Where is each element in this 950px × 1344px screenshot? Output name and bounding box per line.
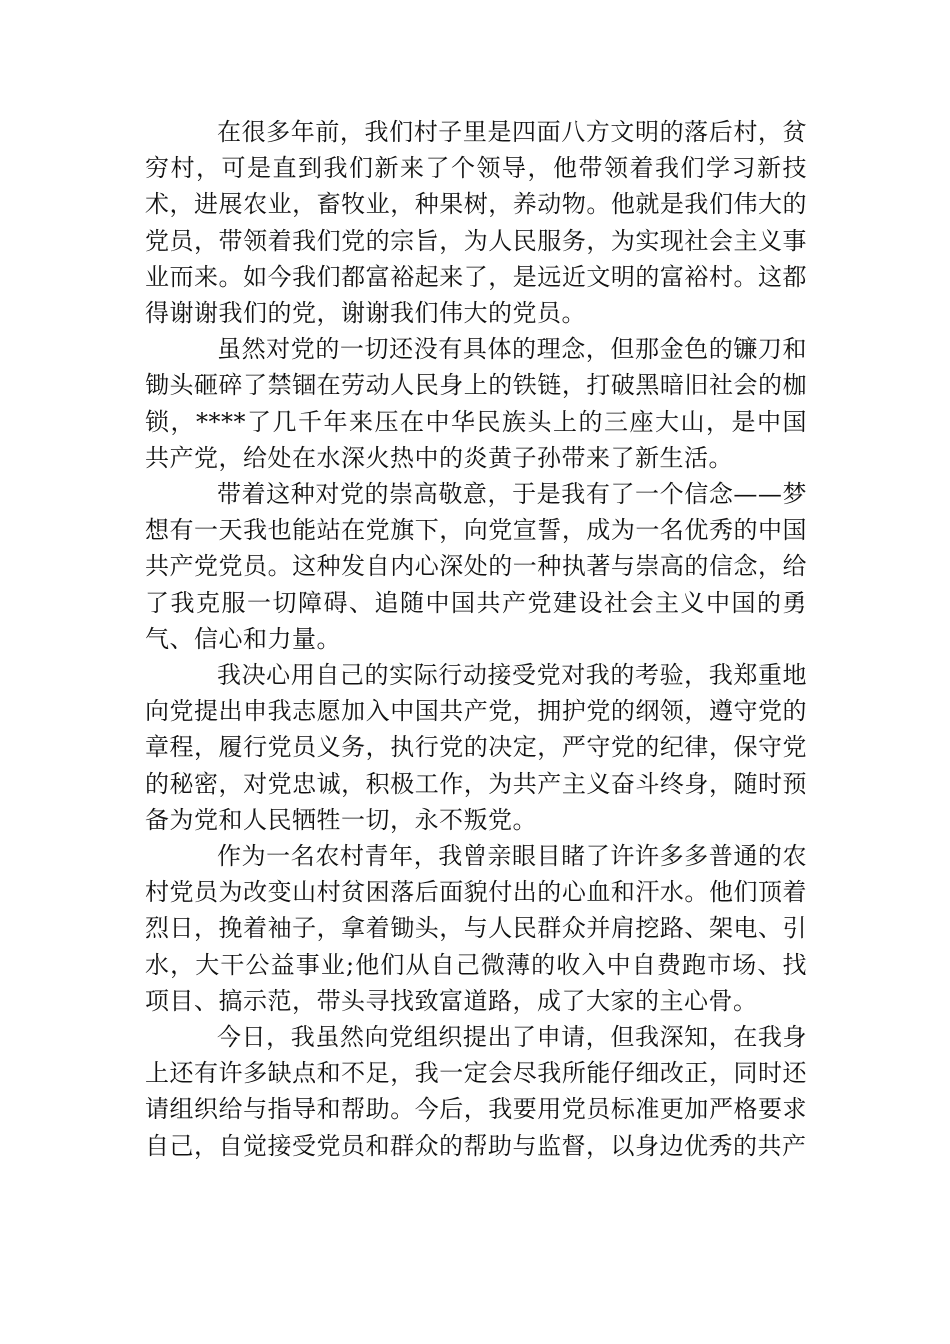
- paragraph-6: 今日，我虽然向党组织提出了申请，但我深知，在我身上还有许多缺点和不足，我一定会尽我所能仔细改正，同时还请组织给与指导和帮助。今后，我要用党员标准更加严格要求自己，自觉接受党员和群众的帮助与监督，以身边优秀的共产: [145, 1023, 807, 1160]
- paragraph-1: 在很多年前，我们村子里是四面八方文明的落后村，贫穷村，可是直到我们新来了个领导，他带领着我们学习新技术，进展农业，畜牧业，种果树，养动物。他就是我们伟大的党员，带领着我们党的宗旨，为人民服务，为实现社会主义事业而来。如今我们都富裕起来了，是远近文明的富裕村。这都得谢谢我们的党，谢谢我们伟大的党员。: [145, 118, 807, 328]
- paragraph-3: 带着这种对党的崇高敬意，于是我有了一个信念——梦想有一天我也能站在党旗下，向党宣誓，成为一名优秀的中国共产党党员。这种发自内心深处的一种执著与崇高的信念，给了我克服一切障碍、追随中国共产党建设社会主义中国的勇气、信心和力量。: [145, 480, 807, 653]
- paragraph-2: 虽然对党的一切还没有具体的理念，但那金色的镰刀和锄头砸碎了禁锢在劳动人民身上的铁链，打破黑暗旧社会的枷锁，****了几千年来压在中华民族头上的三座大山，是中国共产党，给处在水深火热中的炎黄子孙带来了新生活。: [145, 335, 807, 472]
- paragraph-5: 作为一名农村青年，我曾亲眼目睹了许许多多普通的农村党员为改变山村贫困落后面貌付出的心血和汗水。他们顶着烈日，挽着袖子，拿着锄头，与人民群众并肩挖路、架电、引水，大干公益事业;他们从自己微薄的收入中自费跑市场、找项目、搞示范，带头寻找致富道路，成了大家的主心骨。: [145, 842, 807, 1015]
- paragraph-4: 我决心用自己的实际行动接受党对我的考验，我郑重地向党提出申我志愿加入中国共产党，拥护党的纲领，遵守党的章程，履行党员义务，执行党的决定，严守党的纪律，保守党的秘密，对党忠诚，积极工作，为共产主义奋斗终身，随时预备为党和人民牺牲一切，永不叛党。: [145, 661, 807, 834]
- document-body: [145, 114, 807, 1164]
